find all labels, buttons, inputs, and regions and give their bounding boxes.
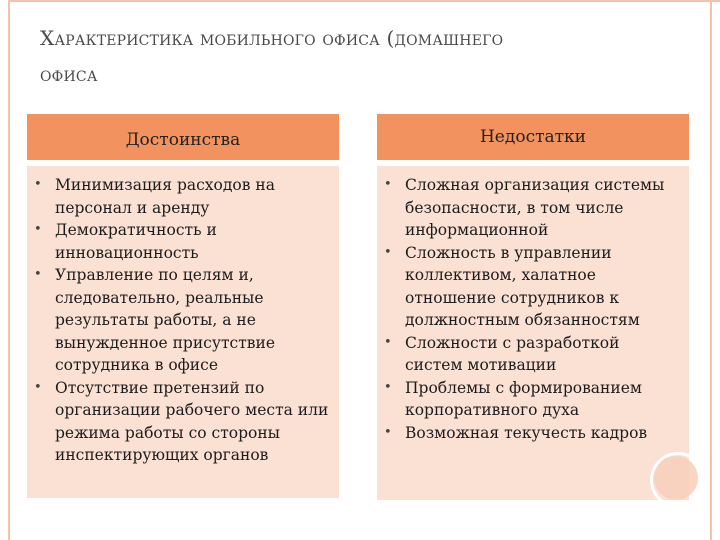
list-item: • Сложная организация системы безопасности, в том числе информационной	[377, 174, 679, 242]
disadvantages-body	[377, 166, 689, 500]
disadvantages-list	[377, 174, 679, 444]
advantages-body	[27, 166, 339, 498]
advantages-column	[27, 114, 339, 498]
slide-frame-left	[8, 0, 10, 540]
list-item: • Возможная текучесть кадров	[377, 422, 679, 445]
slide-frame-right	[710, 0, 712, 540]
list-item: • Сложность в управлении коллективом, халатное отношение сотрудников к должностным обязанностям	[377, 242, 679, 332]
list-item: • Демократичность и инновационность	[27, 219, 329, 264]
slide-frame-top	[8, 0, 720, 2]
disadvantages-header: Недостатки	[377, 114, 689, 160]
advantages-list	[27, 174, 329, 467]
list-item: • Минимизация расходов на персонал и аренду	[27, 174, 329, 219]
decorative-ring	[650, 452, 706, 508]
slide-title-line-2: офиса	[40, 62, 98, 86]
advantages-header: Достоинства	[27, 114, 339, 160]
list-item: • Проблемы с формированием корпоративного духа	[377, 377, 679, 422]
slide-title-line-1: Характеристика мобильного офиса (домашнего	[40, 26, 504, 50]
disadvantages-column	[377, 114, 689, 500]
list-item: • Отсутствие претензий по организации рабочего места или режима работы со стороны инспектирующих органов	[27, 377, 329, 467]
list-item: • Управление по целям и, следовательно, реальные результаты работы, а не вынужденное присутствие сотрудника в офисе	[27, 264, 329, 377]
slide-title	[40, 20, 680, 92]
list-item: • Сложности с разработкой систем мотивации	[377, 332, 679, 377]
